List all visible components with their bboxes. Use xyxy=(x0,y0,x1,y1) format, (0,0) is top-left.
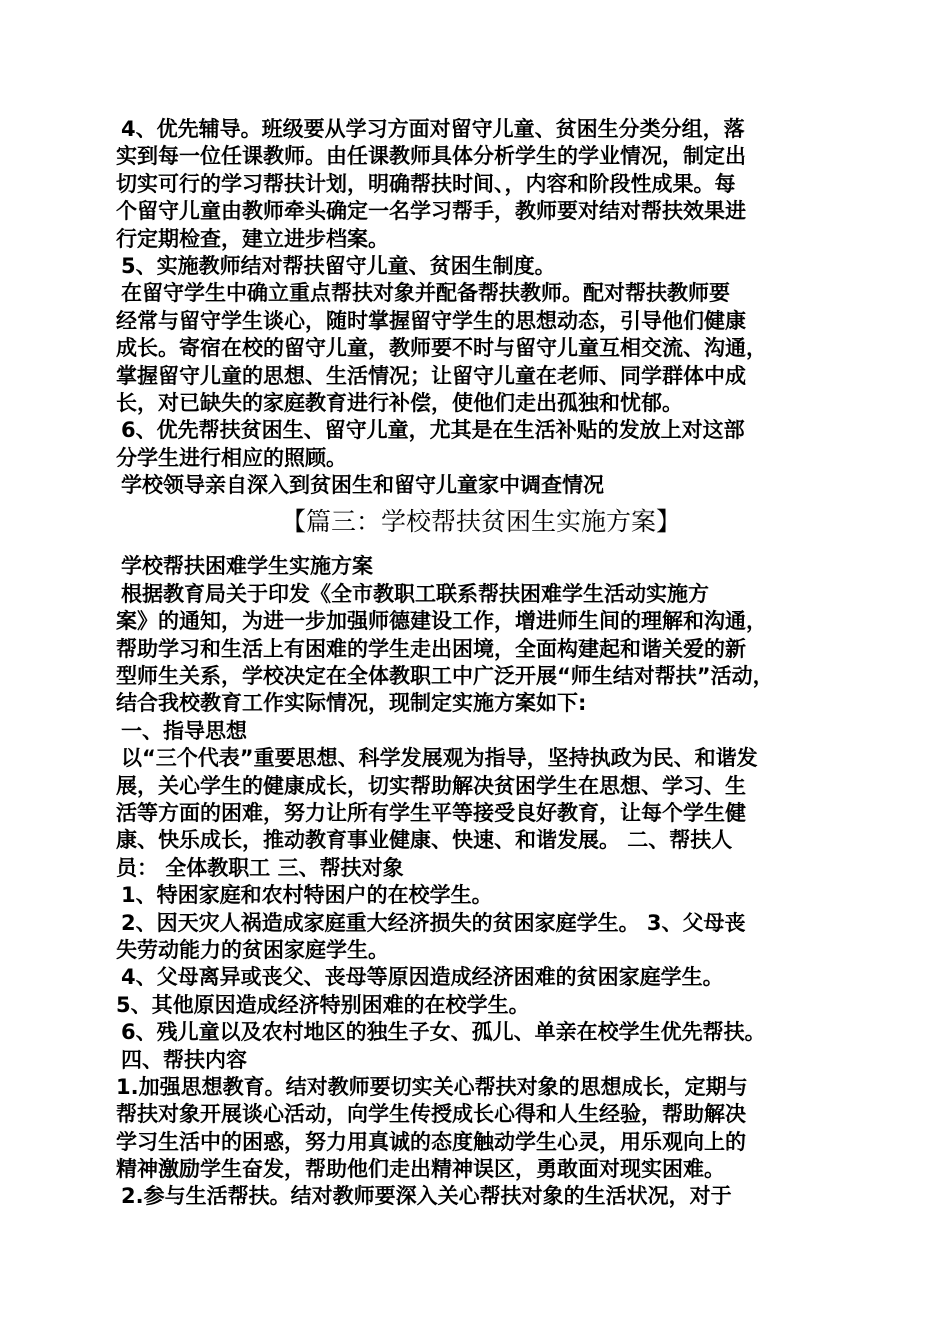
document-page xyxy=(116,116,846,1211)
document-heading: 学校帮扶困难学生实施方案 xyxy=(121,554,373,579)
paragraph-line: 在留守学生中确立重点帮扶对象并配备帮扶教师。配对帮扶教师要 xyxy=(121,281,730,306)
list-item: 4、父母离异或丧父、丧母等原因造成经济困难的贫困家庭学生。 xyxy=(121,965,724,990)
paragraph-line: 案》的通知，为进一步加强师德建设工作，增进师生间的理解和沟通， xyxy=(116,609,767,634)
section-2 xyxy=(116,553,846,1210)
paragraph-line: 失劳动能力的贫困家庭学生。 xyxy=(116,937,389,962)
paragraph-line: 经常与留守学生谈心，随时掌握留守学生的思想动态，引导他们健康 xyxy=(116,308,746,333)
paragraph-line: 帮助学习和生活上有困难的学生走出困境，全面构建起和谐关爱的新 xyxy=(116,636,746,661)
paragraph-line: 切实可行的学习帮扶计划，明确帮扶时间、，内容和阶段性成果。每 xyxy=(116,171,736,196)
paragraph-line: 员： 全体教职工 三、帮扶对象 xyxy=(116,855,404,880)
paragraph-line: 精神激励学生奋发，帮助他们走出精神误区，勇敢面对现实困难。 xyxy=(116,1157,725,1182)
paragraph-line: 结合我校教育工作实际情况，现制定实施方案如下: xyxy=(116,691,587,716)
paragraph-line: 帮扶对象开展谈心活动，向学生传授成长心得和人生经验，帮助解决 xyxy=(116,1102,746,1127)
paragraph-line: 活等方面的困难，努力让所有学生平等接受良好教育，让每个学生健 xyxy=(116,800,746,825)
paragraph-line: 4、优先辅导。班级要从学习方面对留守儿童、贫困生分类分组，落 xyxy=(121,117,745,141)
paragraph-line: 2.参与生活帮扶。结对教师要深入关心帮扶对象的生活状况，对于 xyxy=(121,1184,732,1209)
paragraph-line: 掌握留守儿童的思想、生活情况；让留守儿童在老师、同学群体中成 xyxy=(116,363,746,388)
paragraph-line: 1.加强思想教育。结对教师要切实关心帮扶对象的思想成长，定期与 xyxy=(116,1074,748,1099)
paragraph-line: 行定期检查，建立进步档案。 xyxy=(116,226,389,251)
list-item: 5、其他原因造成经济特别困难的在校学生。 xyxy=(116,992,530,1017)
subheading: 一、指导思想 xyxy=(121,718,247,743)
paragraph-line: 实到每一位任课教师。由任课教师具体分析学生的学业情况，制定出 xyxy=(116,144,746,169)
subheading: 四、帮扶内容 xyxy=(121,1047,247,1072)
list-item: 1、特困家庭和农村特困户的在校学生。 xyxy=(121,883,493,908)
paragraph-line: 展，关心学生的健康成长，切实帮助解决贫困学生在思想、学习、生 xyxy=(116,773,746,798)
paragraph-line: 康、快乐成长，推动教育事业健康、快速、和谐发展。 二、帮扶人 xyxy=(116,828,733,853)
section-1 xyxy=(116,116,846,499)
list-item: 6、残儿童以及农村地区的独生子女、孤儿、单亲在校学生优先帮扶。 xyxy=(121,1020,766,1045)
paragraph-line: 5、实施教师结对帮扶留守儿童、贫困生制度。 xyxy=(121,253,556,278)
list-item: 2、因天灾人祸造成家庭重大经济损失的贫困家庭学生。 3、父母丧 xyxy=(121,910,746,935)
paragraph-line: 型师生关系，学校决定在全体教职工中广泛开展“师生结对帮扶”活动， xyxy=(116,664,774,689)
paragraph-line: 以“三个代表”重要思想、科学发展观为指导，坚持执政为民、和谐发 xyxy=(121,746,758,771)
paragraph-line: 分学生进行相应的照顾。 xyxy=(116,445,347,470)
paragraph-line: 学习生活中的困惑，努力用真诚的态度触动学生心灵，用乐观向上的 xyxy=(116,1129,746,1154)
section-title: 【篇三：学校帮扶贫困生实施方案】 xyxy=(280,507,681,537)
paragraph-line: 个留守儿童由教师牵头确定一名学习帮手，教师要对结对帮扶效果进 xyxy=(116,199,746,224)
paragraph-line: 学校领导亲自深入到贫困生和留守儿童家中调查情况 xyxy=(121,473,604,498)
paragraph-line: 成长。寄宿在校的留守儿童，教师要不时与留守儿童互相交流、沟通， xyxy=(116,336,767,361)
paragraph-line: 6、优先帮扶贫困生、留守儿童，尤其是在生活补贴的发放上对这部 xyxy=(121,418,745,443)
paragraph-line: 长，对已缺失的家庭教育进行补偿，使他们走出孤独和忧郁。 xyxy=(116,390,683,415)
paragraph-line: 根据教育局关于印发《全市教职工联系帮扶困难学生活动实施方 xyxy=(121,581,709,606)
